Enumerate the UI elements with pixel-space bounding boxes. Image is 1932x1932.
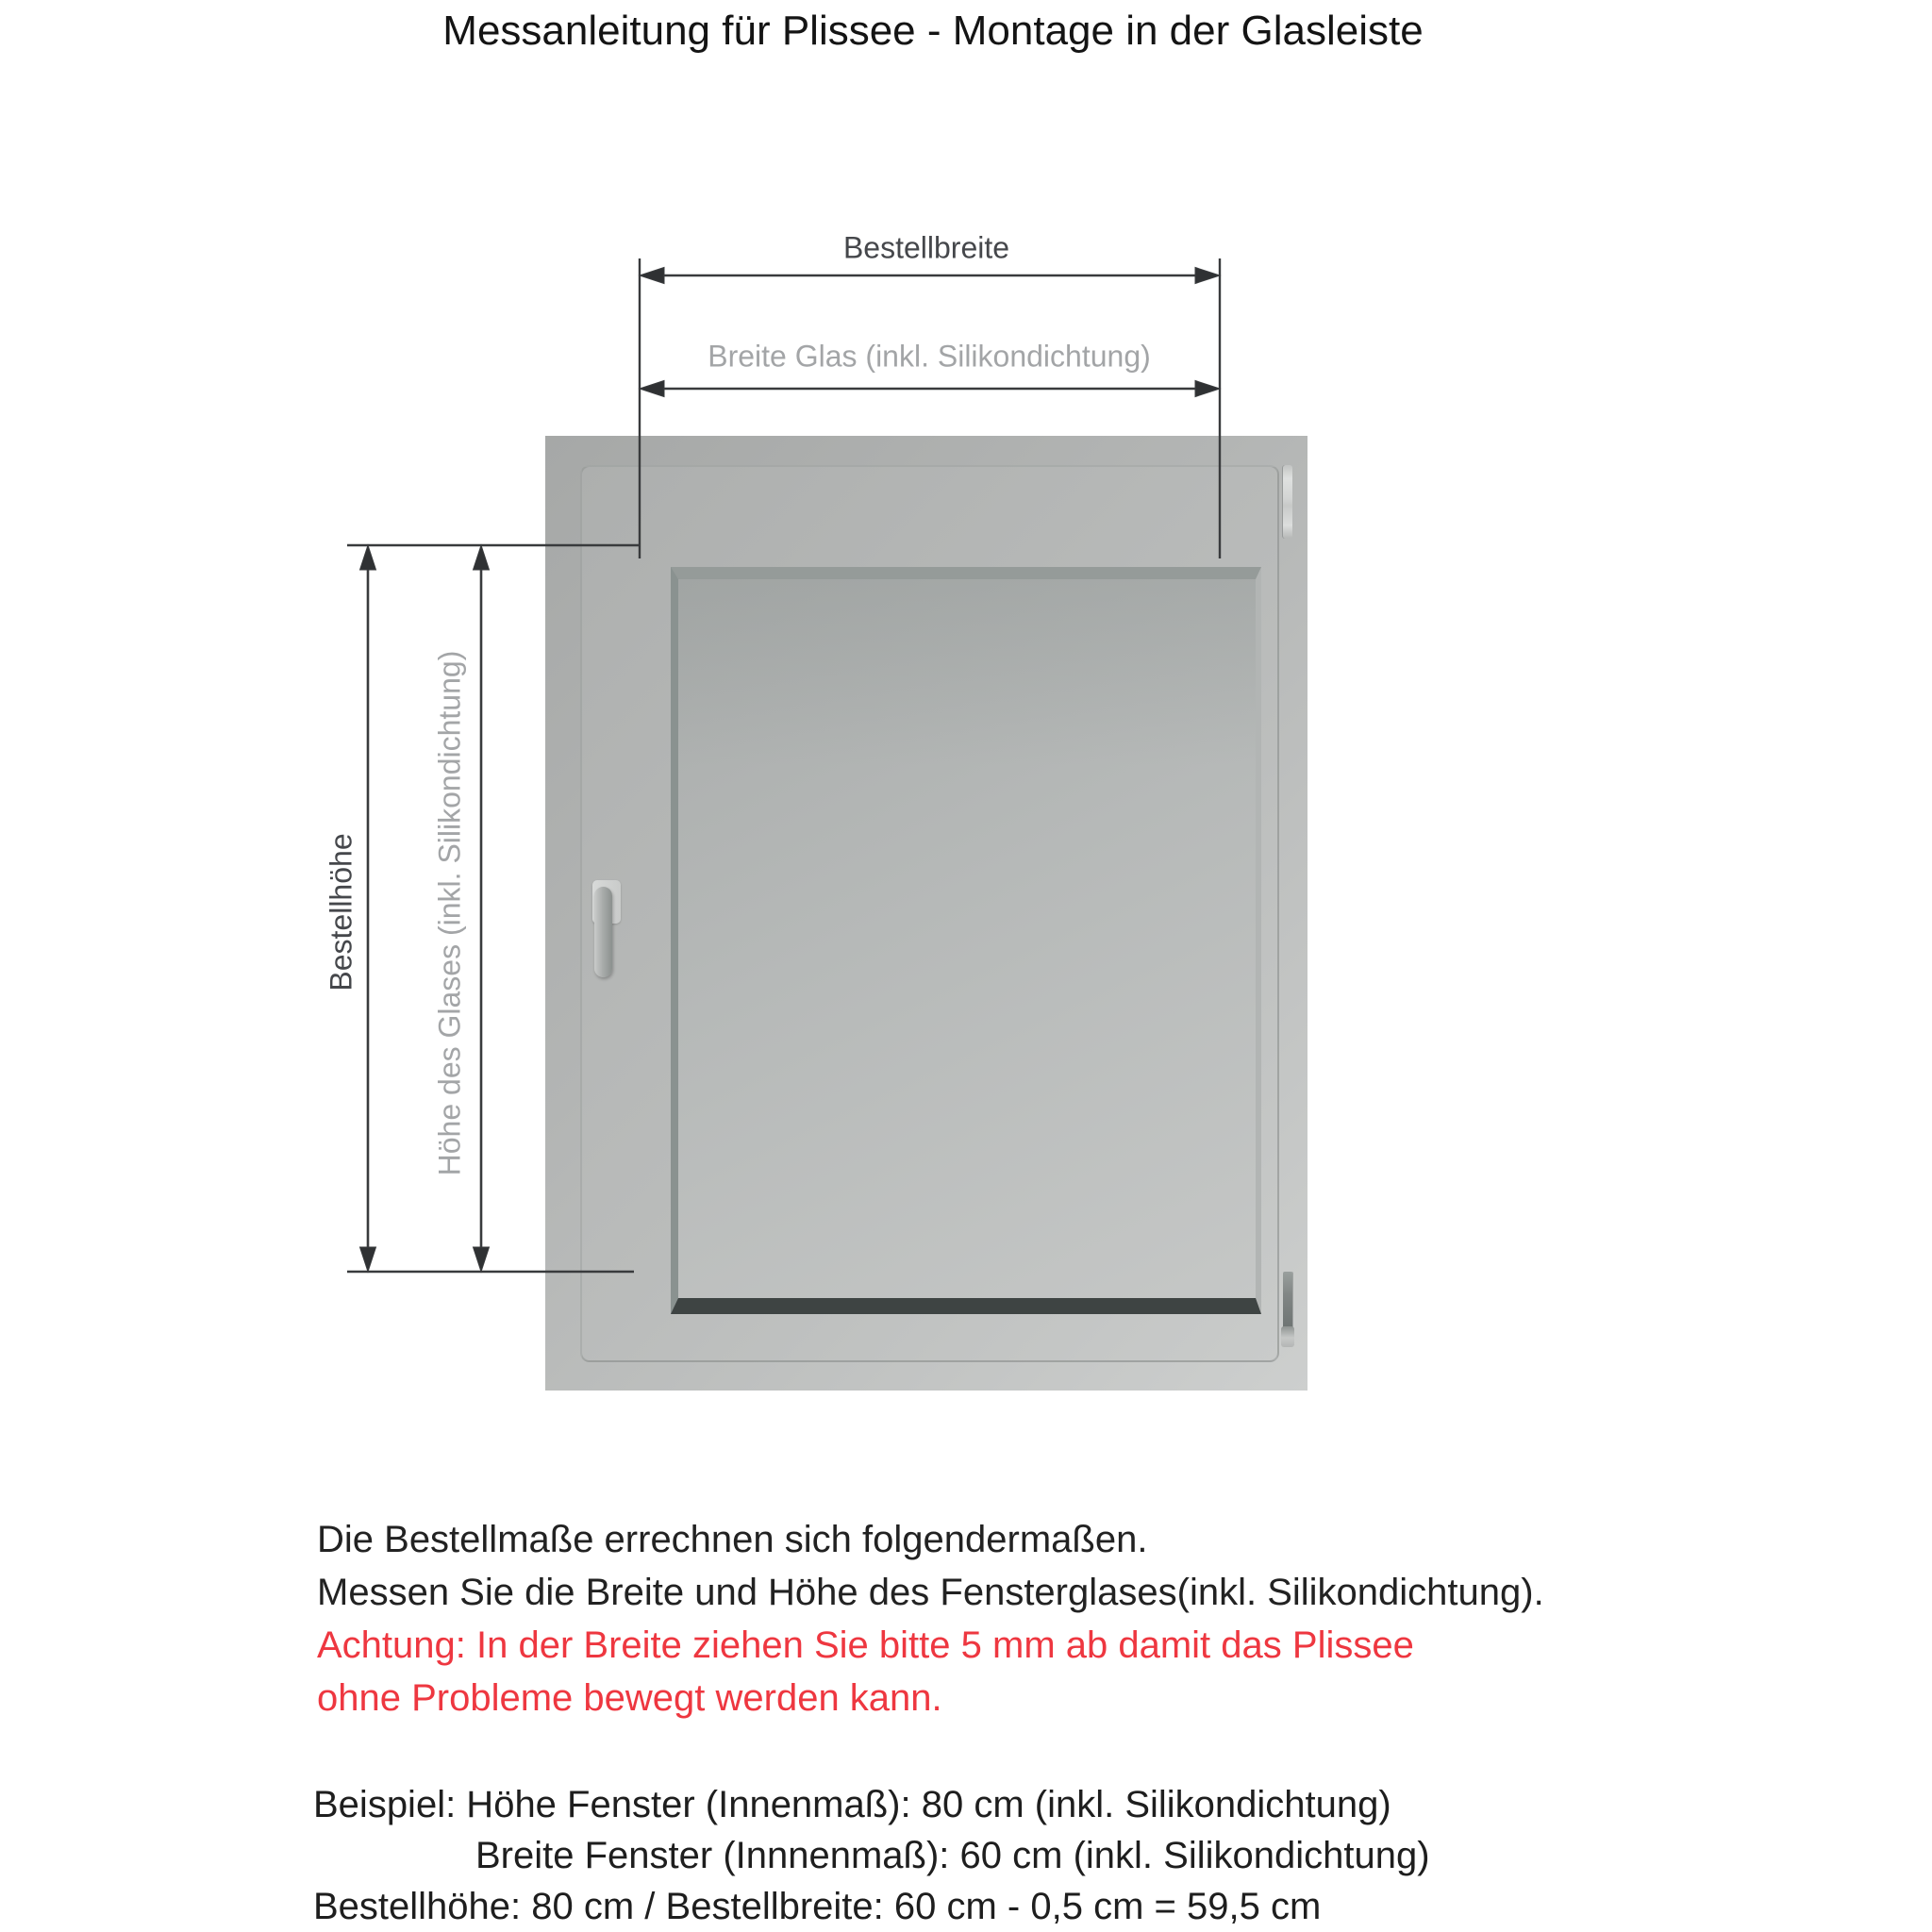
page-title: Messanleitung für Plissee - Montage in der Glasleiste: [442, 8, 1424, 54]
window-hinge-top: [1283, 465, 1292, 539]
instructions-block: [317, 1513, 1544, 1724]
example-line-2: Breite Fenster (Innnenmaß): 60 cm (inkl. Silikondichtung): [475, 1835, 1430, 1876]
height-arrow-order: [360, 545, 376, 1272]
window-hinge-knob: [1281, 1326, 1294, 1347]
label-glass-width: Breite Glas (inkl. Silikondichtung): [708, 339, 1151, 374]
warning-line-2: ohne Probleme bewegt werden kann.: [317, 1677, 942, 1719]
warning-line-1: Achtung: In der Breite ziehen Sie bitte 5 mm ab damit das Plissee: [317, 1624, 1414, 1666]
example-block: [313, 1779, 1430, 1932]
label-order-width: Bestellbreite: [842, 230, 1010, 265]
instructions-line-1: Die Bestellmaße errechnen sich folgendermaßen.: [317, 1519, 1148, 1560]
label-glass-height: Höhe des Glases (inkl. Silikondichtung): [432, 650, 467, 1176]
glass-sheen: [678, 579, 1256, 766]
example-line-3: Bestellhöhe: 80 cm / Bestellbreite: 60 cm - 0,5 cm = 59,5 cm: [313, 1886, 1322, 1927]
example-line-1: Beispiel: Höhe Fenster (Innenmaß): 80 cm (inkl. Silikondichtung): [313, 1784, 1391, 1825]
height-arrow-glass: [474, 545, 490, 1272]
instructions-line-2: Messen Sie die Breite und Höhe des Fensterglases(inkl. Silikondichtung).: [317, 1572, 1544, 1613]
label-order-height: Bestellhöhe: [324, 833, 358, 991]
window-hinge-bottom: [1283, 1272, 1292, 1328]
